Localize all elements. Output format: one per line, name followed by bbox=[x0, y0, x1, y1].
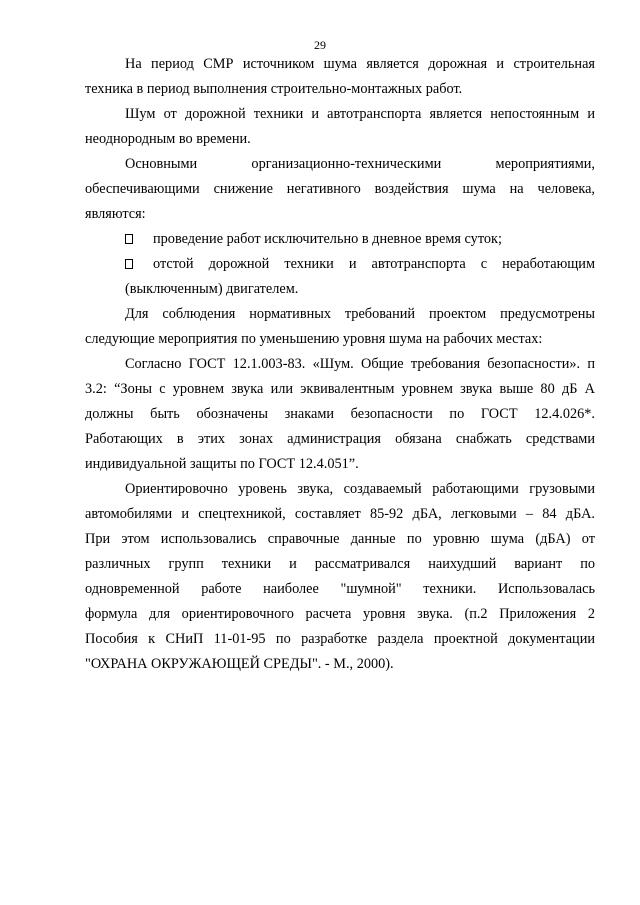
text-line: (выключенным) двигателем. bbox=[125, 281, 299, 297]
text-line: Шум от дорожной техники и автотранспорта является непостоянным и bbox=[125, 106, 595, 122]
text-line: При этом использовались справочные данные по уровню шума (дБА) от bbox=[85, 531, 595, 547]
bullet-box-icon bbox=[125, 259, 133, 269]
text-line: неоднородным во времени. bbox=[85, 131, 251, 147]
bullet-item-daytime-work bbox=[85, 227, 595, 252]
text-line: Пособия к СНиП 11-01-95 по разработке раздела проектной документации bbox=[85, 631, 595, 647]
text-line: автомобилями и спецтехникой, составляет 85-92 дБА, легковыми – 84 дБА. bbox=[85, 506, 595, 522]
text-line: "ОХРАНА ОКРУЖАЮЩЕЙ СРЕДЫ". - М., 2000). bbox=[85, 656, 394, 672]
paragraph-normative-requirements bbox=[85, 302, 595, 352]
bullet-text: отстой дорожной техники и автотранспорта с неработающим bbox=[153, 256, 595, 272]
text-line: Для соблюдения нормативных требований проектом предусмотрены bbox=[125, 306, 595, 322]
text-line: техника в период выполнения строительно-монтажных работ. bbox=[85, 81, 463, 97]
paragraph-noise-character bbox=[85, 102, 595, 152]
text-line: На период СМР источником шума является дорожная и строительная bbox=[125, 56, 595, 72]
text-line: индивидуальной защиты по ГОСТ 12.4.051”. bbox=[85, 456, 359, 472]
page-number: 29 bbox=[314, 38, 326, 52]
text-line: одновременной работе наиболее "шумной" техники. Использовалась bbox=[85, 581, 595, 597]
text-line: являются: bbox=[85, 206, 146, 222]
paragraph-construction-noise-source bbox=[85, 52, 595, 102]
paragraph-sound-level-estimate bbox=[85, 477, 595, 677]
text-line: формула для ориентировочного расчета уровня звука. (п.2 Приложения 2 bbox=[85, 606, 595, 622]
bullet-box-icon bbox=[125, 234, 133, 244]
text-line: 3.2: “Зоны с уровнем звука или эквивалентным уровнем звука выше 80 дБ А bbox=[85, 381, 595, 397]
bullet-continuation bbox=[85, 277, 595, 302]
text-line: Согласно ГОСТ 12.1.003-83. «Шум. Общие требования безопасности». п bbox=[125, 356, 595, 372]
text-line: должны быть обозначены знаками безопасности по ГОСТ 12.4.026*. bbox=[85, 406, 595, 422]
text-line: Ориентировочно уровень звука, создаваемый работающими грузовыми bbox=[125, 481, 595, 497]
document-body bbox=[85, 52, 595, 677]
text-line: различных групп техники и рассматривался наихудший вариант по bbox=[85, 556, 595, 572]
text-line: Основными организационно-техническими мероприятиями, bbox=[125, 156, 595, 172]
bullet-text: проведение работ исключительно в дневное время суток; bbox=[153, 231, 502, 247]
paragraph-main-measures bbox=[85, 152, 595, 227]
text-line: Работающих в этих зонах администрация обязана снабжать средствами bbox=[85, 431, 595, 447]
paragraph-gost-citation bbox=[85, 352, 595, 477]
text-line: обеспечивающими снижение негативного воздействия шума на человека, bbox=[85, 181, 595, 197]
bullet-item-idle-vehicles bbox=[85, 252, 595, 277]
text-line: следующие мероприятия по уменьшению уровня шума на рабочих местах: bbox=[85, 331, 543, 347]
